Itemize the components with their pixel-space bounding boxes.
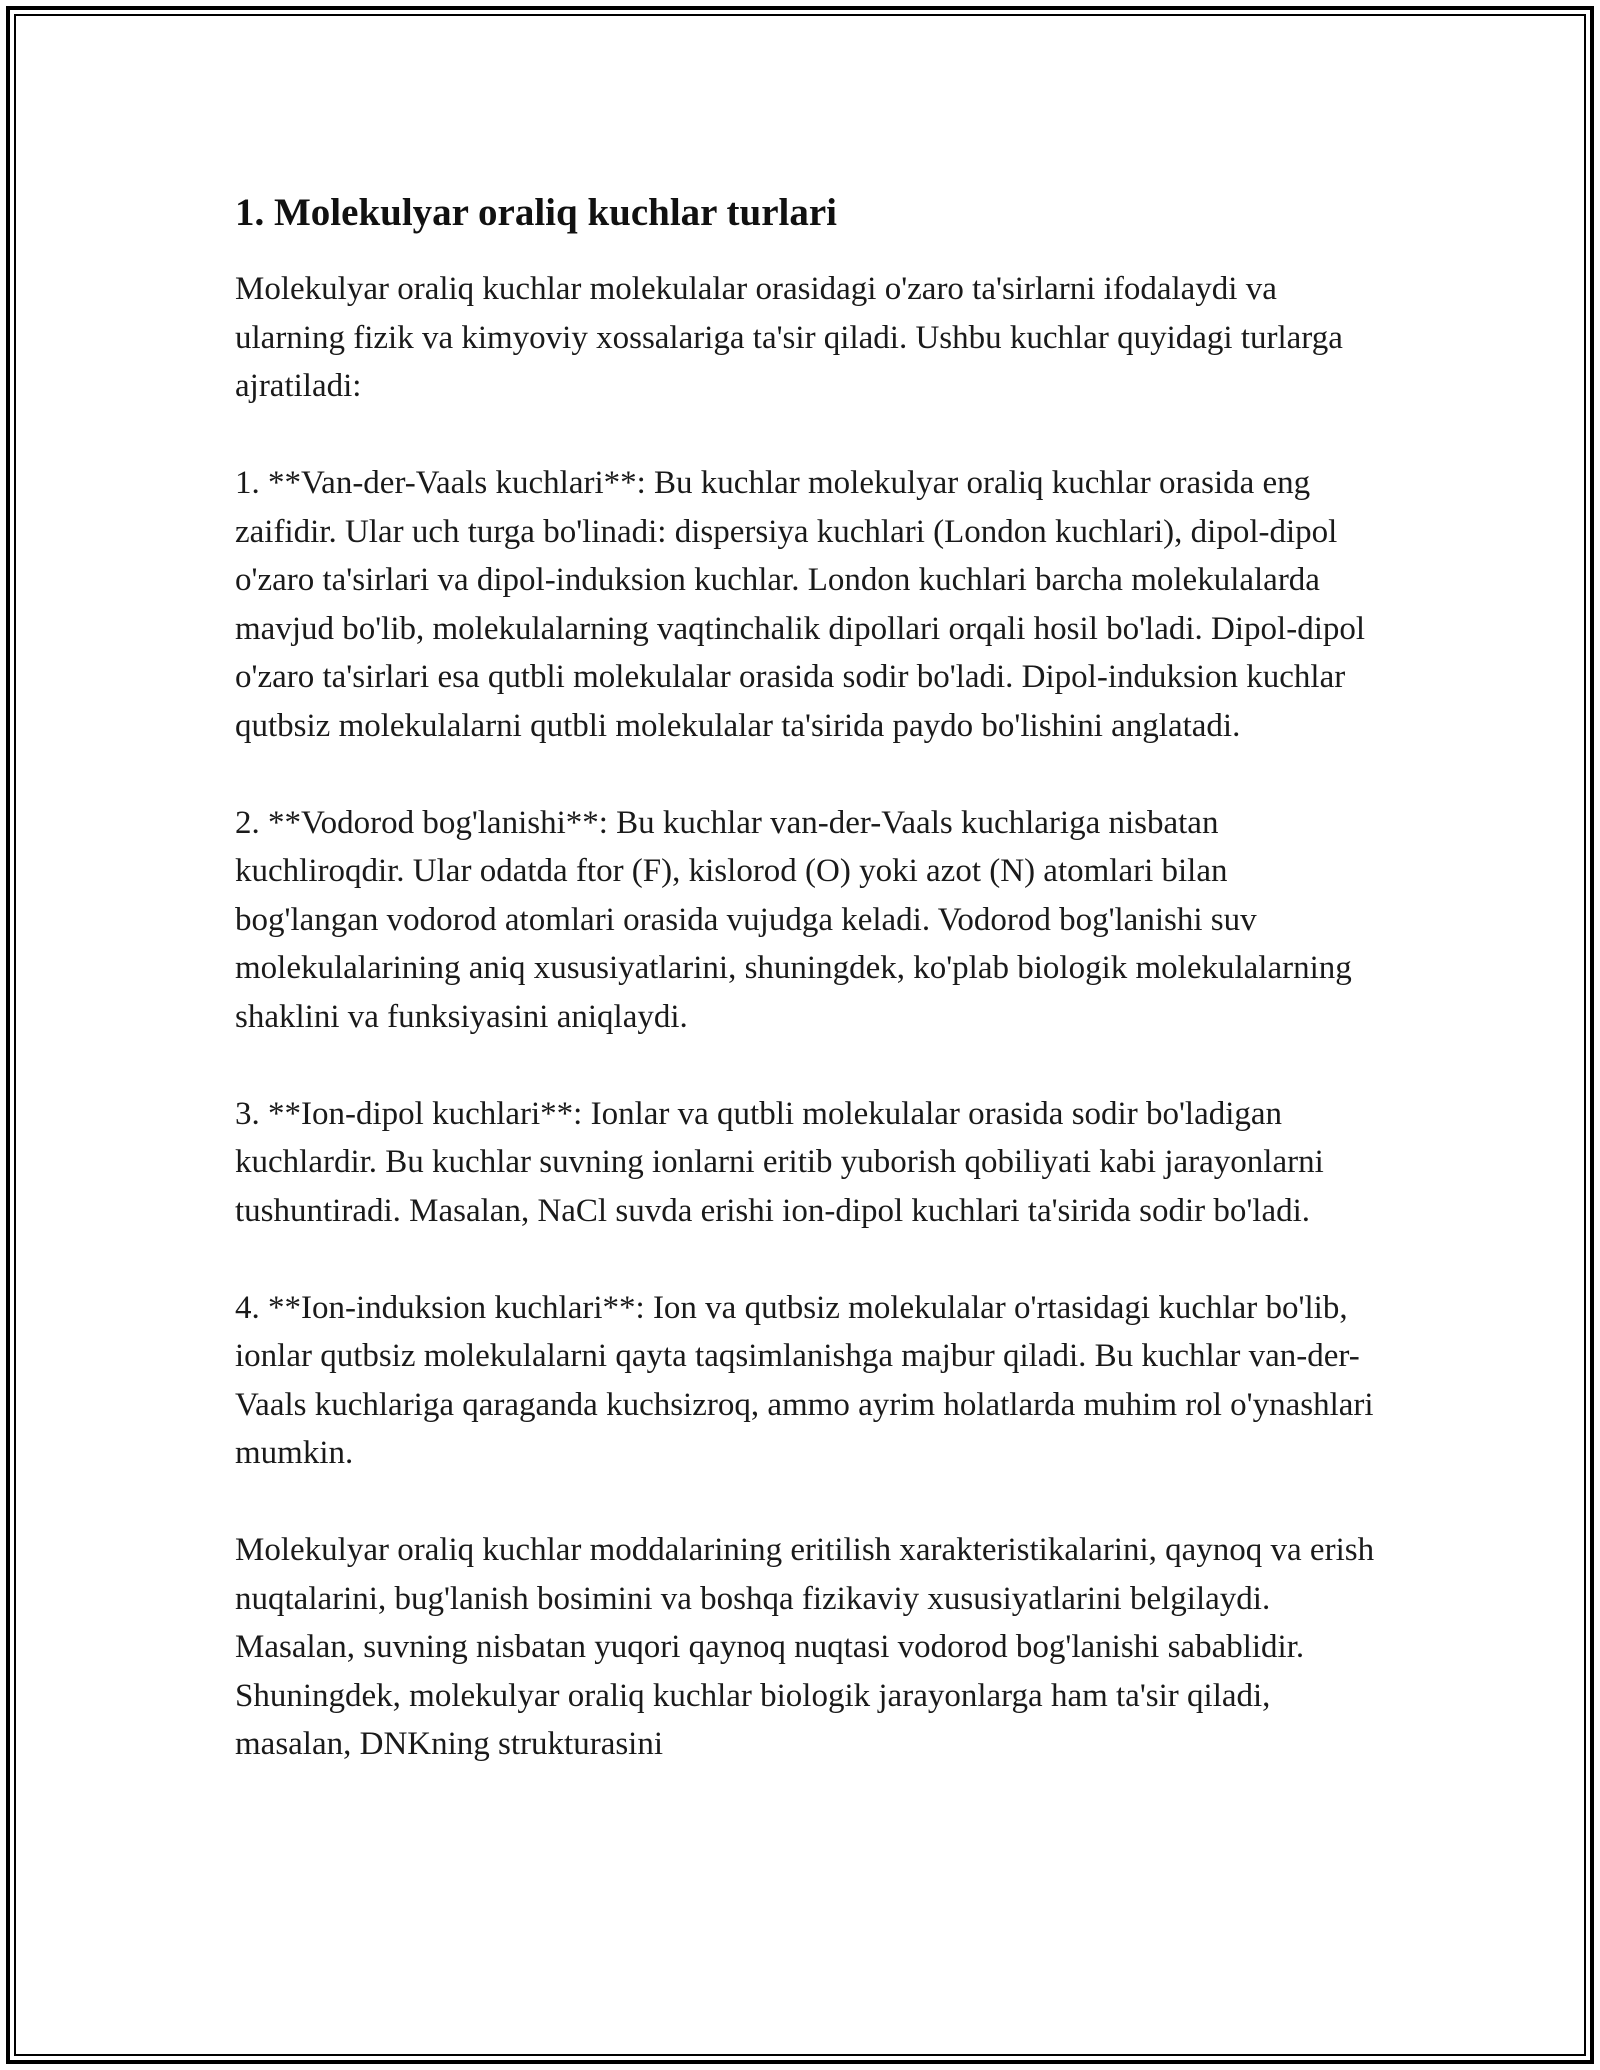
document-body [235, 185, 1375, 1817]
van-der-vaals-paragraph: 1. **Van-der-Vaals kuchlari**: Bu kuchlar molekulyar oraliq kuchlar orasida eng zaifidir. Ular uch turga bo'linadi: dispersiya kuchlari (London kuchlari), dipol-dipol o'zaro ta'sirlari va dipol-induksion kuchlar. London kuchlari barcha molekulalarda mavjud bo'lib, molekulalarning vaqtinchalik dipollari orqali hosil bo'ladi. Dipol-dipol o'zaro ta'sirlari esa qutbli molekulalar orasida sodir bo'ladi. Dipol-induksion kuchlar qutbsiz molekulalarni qutbli molekulalar ta'sirida paydo bo'lishini anglatadi. [235, 465, 1366, 744]
ion-induced-paragraph: 4. **Ion-induksion kuchlari**: Ion va qutbsiz molekulalar o'rtasidagi kuchlar bo'lib, ionlar qutbsiz molekulalarni qayta taqsimlanishga majbur qiladi. Bu kuchlar van-der-Vaals kuchlariga qaraganda kuchsizroq, ammo ayrim holatlarda muhim rol o'ynashlari mumkin. [235, 1289, 1374, 1471]
hydrogen-bond-paragraph: 2. **Vodorod bog'lanishi**: Bu kuchlar van-der-Vaals kuchlariga nisbatan kuchliroqdir. Ular odatda ftor (F), kislorod (O) yoki azot (N) atomlari bilan bog'langan vodorod atomlari orasida vujudga keladi. Vodorod bog'lanishi suv molekulalarining aniq xususiyatlarini, shuningdek, ko'plab biologik molekulalarning shaklini va funksiyasini aniqlaydi. [235, 804, 1352, 1035]
intro-paragraph: Molekulyar oraliq kuchlar molekulalar orasidagi o'zaro ta'sirlarni ifodalaydi va ularning fizik va kimyoviy xossalariga ta'sir qiladi. Ushbu kuchlar quyidagi turlarga ajratiladi: [235, 271, 1343, 404]
ion-dipole-paragraph: 3. **Ion-dipol kuchlari**: Ionlar va qutbli molekulalar orasida sodir bo'ladigan kuchlardir. Bu kuchlar suvning ionlarni eritib yuborish qobiliyati kabi jarayonlarni tushuntiradi. Masalan, NaCl suvda erishi ion-dipol kuchlari ta'sirida sodir bo'ladi. [235, 1095, 1324, 1229]
section-title: 1. Molekulyar oraliq kuchlar turlari [235, 191, 837, 234]
conclusion-paragraph: Molekulyar oraliq kuchlar moddalarining eritilish xarakteristikalarini, qaynoq va erish nuqtalarini, bug'lanish bosimini va boshqa fizikaviy xususiyatlarini belgilaydi. Masalan, suvning nisbatan yuqori qaynoq nuqtasi vodorod bog'lanishi sabablidir. Shuningdek, molekulyar oraliq kuchlar biologik jarayonlarga ham ta'sir qiladi, masalan, DNKning strukturasini [235, 1532, 1375, 1762]
